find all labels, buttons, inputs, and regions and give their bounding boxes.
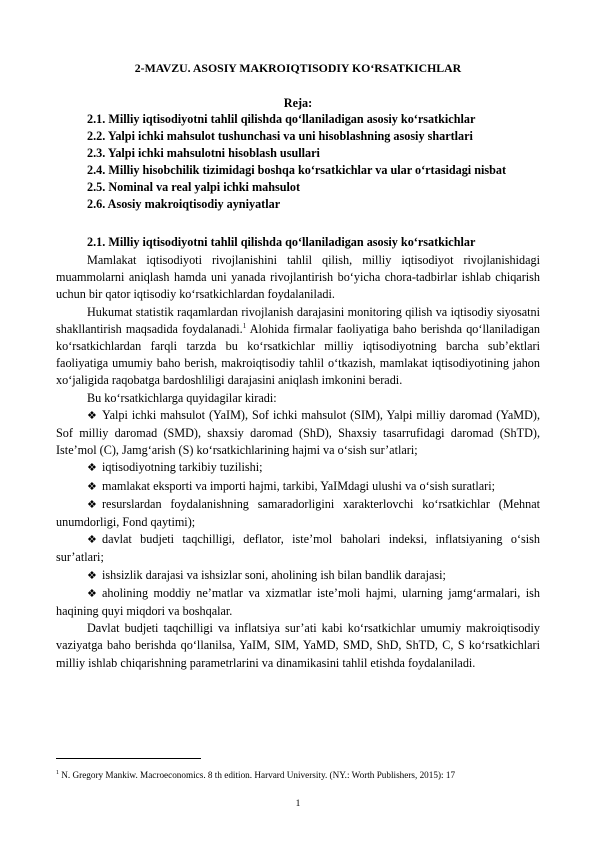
bullet-text: resurslardan foydalanishning samaradorligini xarakterlovchi ko‘rsatkichlar (Mehnat unumdorligi, Fond qaytimi); [56, 496, 540, 530]
bullet-text: davlat budjeti taqchilligi, deflator, iste’mol baholari indeksi, inflatsiyaning o‘sish sur’atlari; [56, 532, 540, 565]
diamond-bullet-icon: ❖ [87, 587, 97, 600]
paragraph: Bu ko‘rsatkichlarga quyidagilar kiradi: [87, 390, 277, 405]
document-page [56, 0, 540, 842]
section-heading: 2.1. Milliy iqtisodiyotni tahlil qilishda qo‘llaniladigan asosiy ko‘rsatkichlar [87, 235, 476, 249]
bullet-item [56, 567, 540, 585]
diamond-bullet-icon: ❖ [87, 462, 97, 475]
plan-item: 2.1. Milliy iqtisodiyotni tahlil qilishda qo‘llaniladigan asosiy ko‘rsatkichlar [87, 112, 476, 126]
footnote-ref: 1 [242, 321, 247, 330]
paragraph-text: Alohida firmalar faoliyatiga baho berishda qo‘llaniladigan ko‘rsatkichlardan farqli tarzda bu ko‘rsatkichlar milliy iqtisodiyotning barcha sub’ektlari faoliyatiga umumiy baho berish, makroiqtisodiy tahlil o‘tkazish, mamlakat iqtisodiyotining jahon xo‘jaligida raqobatga bardoshliligi darajasini aniqlash imkonini beradi. [56, 321, 540, 388]
bullet-item [56, 459, 540, 477]
paragraph [56, 304, 540, 390]
bullet-item [56, 478, 540, 496]
diamond-bullet-icon: ❖ [87, 569, 97, 582]
bullet-item [56, 407, 540, 460]
plan-list [56, 111, 540, 213]
paragraph: Mamlakat iqtisodiyoti rivojlanishini tahlil qilish, milliy iqtisodiyot rivojlanishidagi muammolarni aniqlash hamda uni yanada rivojlantirish bo‘yicha chora-tadbirlar ishlab chiqarish uchun bir qator iqtisodiy ko‘rsatkichlardan foydalaniladi. [56, 253, 540, 302]
footnote-text: N. Gregory Mankiw. Macroeconomics. 8 th edition. Harvard University. (NY.: Worth Publishers, 2015): 17 [59, 770, 456, 780]
diamond-bullet-icon: ❖ [87, 498, 97, 511]
bullet-item [56, 585, 540, 620]
plan-label: Reja: [283, 96, 313, 110]
bullet-text: iqtisodiyotning tarkibiy tuzilishi; [102, 460, 263, 475]
plan-item: 2.6. Asosiy makroiqtisodiy ayniyatlar [87, 197, 281, 211]
footnote [56, 770, 540, 780]
bullet-text: mamlakat eksporti va importi hajmi, tarkibi, YaIMdagi ulushi va o‘sish suratlari; [102, 478, 495, 493]
plan-item: 2.2. Yalpi ichki mahsulot tushunchasi va uni hisoblashning asosiy shartlari [87, 129, 473, 143]
section-body [56, 252, 540, 672]
plan-item: 2.4. Milliy hisobchilik tizimidagi boshqa ko‘rsatkichlar va ular o‘rtasidagi nisbat [87, 163, 507, 177]
bullet-text: aholining moddiy ne’matlar va xizmatlar iste’moli hajmi, ularning jamg‘armalari, ish haqining quyi miqdori va boshqalar. [56, 585, 540, 619]
diamond-bullet-icon: ❖ [87, 480, 97, 493]
page-number: 1 [295, 799, 301, 809]
page-title: 2-MAVZU. ASOSIY MAKROIQTISODIY KO‘RSATKICHLAR [134, 61, 462, 75]
paragraph-text: Hukumat statistik raqamlardan rivojlanish darajasini monitoring qilish va iqtisodiy siyosatni shakllantirish maqsadida foydalanadi. [56, 304, 540, 336]
diamond-bullet-icon: ❖ [87, 409, 97, 422]
plan-item: 2.3. Yalpi ichki mahsulotni hisoblash usullari [87, 146, 320, 160]
footnote-divider [56, 758, 201, 759]
paragraph: Davlat budjeti taqchilligi va inflatsiya sur’ati kabi ko‘rsatkichlar umumiy makroiqtisodiy vaziyatga baho berishda qo‘llanilsa, YaIM, SIM, YaMD, SMD, ShD, ShTD, C, S ko‘rsatkichlari milliy ishlab chiqarishning parametrlarini va dinamikasini tahlil etishda foydalaniladi. [56, 621, 540, 670]
bullet-text: Yalpi ichki mahsulot (YaIM), Sof ichki mahsulot (SIM), Yalpi milliy daromad (YaMD), Sof milliy daromad (SMD), shaxsiy daromad (ShD), Shaxsiy tasarrufidagi daromad (ShTD), Iste’mol (C), Jamg‘arish (S) ko‘rsatkichlarining hajmi va o‘sish sur’atlari; [56, 407, 540, 458]
bullet-item [56, 496, 540, 531]
bullet-item [56, 531, 540, 566]
plan-item: 2.5. Nominal va real yalpi ichki mahsulot [87, 180, 301, 194]
footnote-mark: 1 [56, 770, 59, 776]
bullet-text: ishsizlik darajasi va ishsizlar soni, aholining ish bilan bandlik darajasi; [102, 567, 446, 582]
diamond-bullet-icon: ❖ [87, 534, 97, 547]
